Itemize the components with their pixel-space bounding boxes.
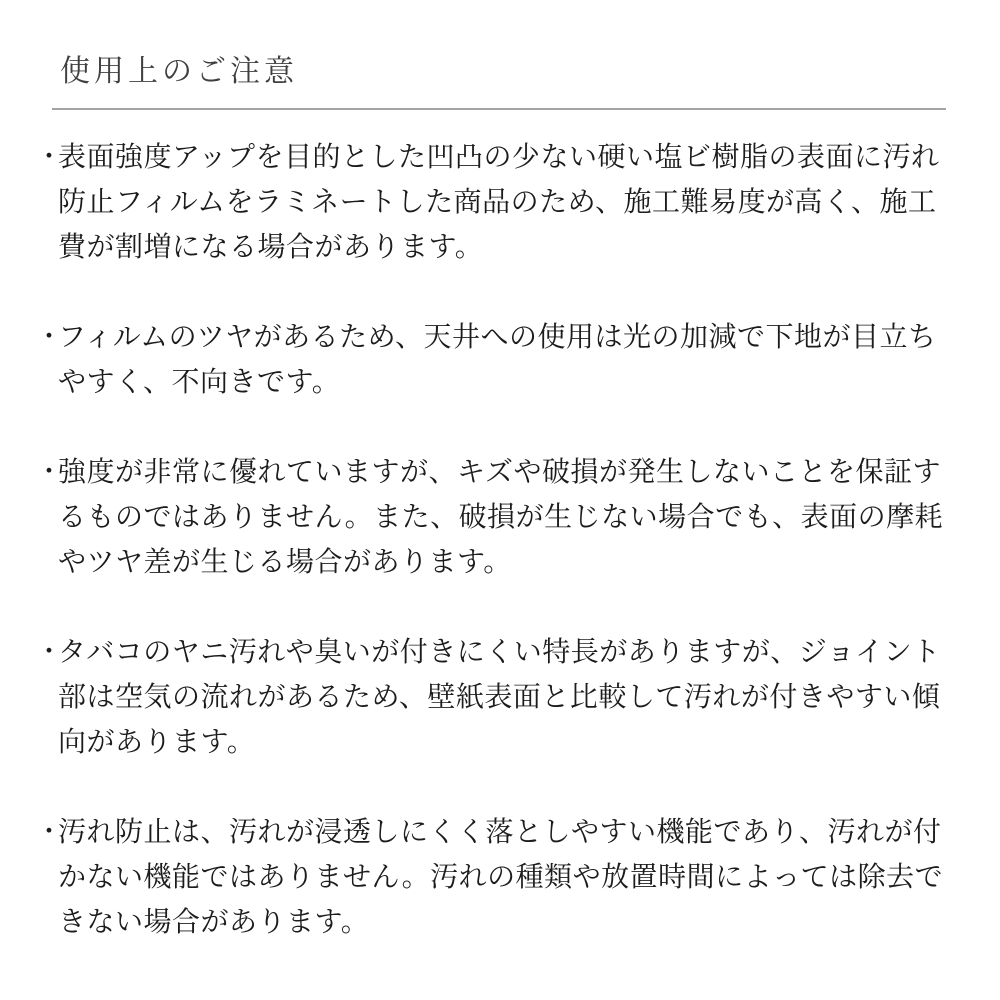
- title-divider: [52, 108, 946, 110]
- precaution-item: [36, 809, 946, 944]
- precaution-item: [36, 629, 946, 764]
- precaution-text: フィルムのツヤがあるため、天井への使用は光の加減で下地が目立ちやすく、不向きです。: [58, 321, 937, 397]
- precaution-text: 表面強度アップを目的とした凹凸の少ない硬い塩ビ樹脂の表面に汚れ防止フィルムをラミネートした商品のため、施工難易度が高く、施工費が割増になる場合があります。: [58, 141, 940, 262]
- precaution-text: 強度が非常に優れていますが、キズや破損が発生しないことを保証するものではありません。また、破損が生じない場合でも、表面の摩耗やツヤ差が生じる場合があります。: [58, 456, 944, 577]
- bullet-marker: ・: [36, 636, 63, 666]
- section-title: 使用上のご注意: [60, 55, 298, 88]
- bullet-marker: ・: [36, 456, 63, 486]
- precaution-text: タバコのヤニ汚れや臭いが付きにくい特長がありますが、ジョイント部は空気の流れがあるため、壁紙表面と比較して汚れが付きやすい傾向があります。: [58, 636, 941, 757]
- precaution-item: [36, 134, 946, 269]
- bullet-marker: ・: [36, 141, 63, 171]
- bullet-marker: ・: [36, 321, 63, 351]
- precaution-text: 汚れ防止は、汚れが浸透しにくく落としやすい機能であり、汚れが付かない機能ではありません。汚れの種類や放置時間によっては除去できない場合があります。: [58, 816, 944, 937]
- precaution-item: [36, 314, 946, 404]
- bullet-marker: ・: [36, 816, 63, 846]
- precautions-list: [36, 134, 946, 944]
- precaution-item: [36, 449, 946, 584]
